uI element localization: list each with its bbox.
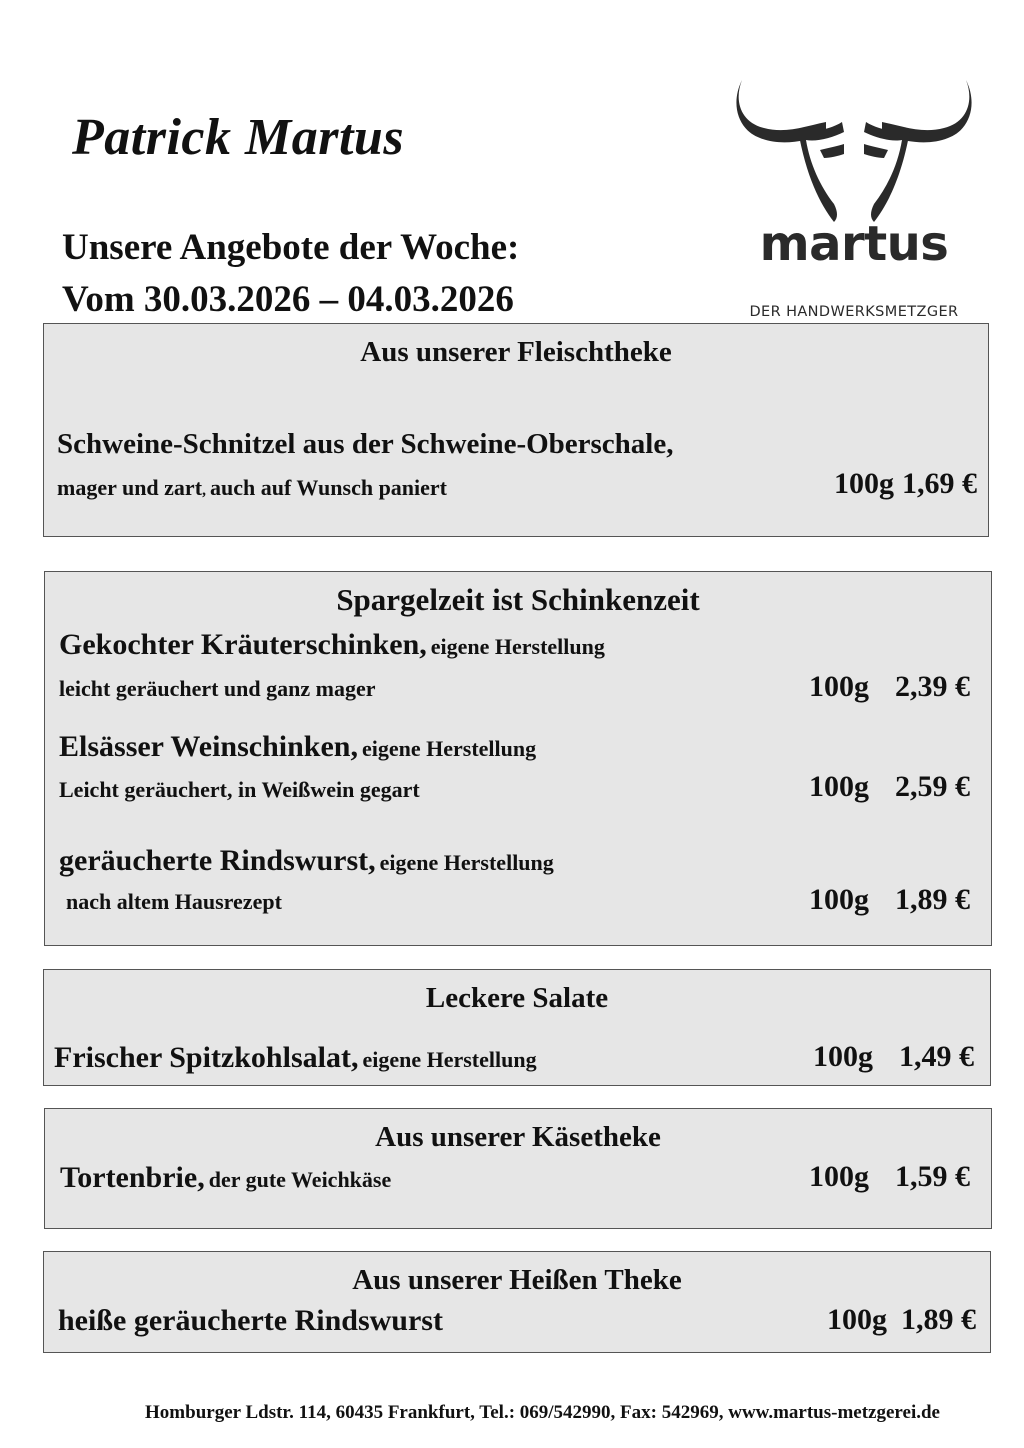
section-salate [43, 969, 991, 1086]
product-line [54, 1041, 537, 1075]
price-amount: 2,39 € [895, 670, 970, 703]
offers-headline: Unsere Angebote der Woche: [62, 227, 520, 268]
section-title: Aus unserer Fleischtheke [360, 336, 672, 368]
product-name: geräucherte Rindswurst, [59, 844, 376, 877]
section-kaesetheke [44, 1108, 992, 1229]
price-unit: 100g [809, 1160, 869, 1193]
product-price [827, 1303, 976, 1337]
product-line [60, 1161, 391, 1195]
product-note: eigene Herstellung [362, 1047, 537, 1072]
owner-name: Patrick Martus [72, 109, 405, 166]
section-schinkenzeit [44, 571, 992, 946]
product-description: Leicht geräuchert, in Weißwein gegart [59, 777, 420, 802]
product-note: eigene Herstellung [379, 850, 554, 875]
price-amount: 1,89 € [895, 883, 970, 916]
product-name: Frischer Spitzkohlsalat, [54, 1041, 359, 1074]
product-name: Gekochter Kräuterschinken, [59, 628, 427, 661]
logo-tagline: DER HANDWERKSMETZGER [749, 304, 959, 320]
price-unit: 100g [809, 670, 869, 703]
product-name: Elsässer Weinschinken, [59, 730, 358, 763]
product-note: der gute Weichkäse [208, 1167, 392, 1192]
product-line [59, 844, 554, 878]
product-name: heiße geräucherte Rindswurst [58, 1304, 443, 1337]
product-description: mager und zart, auch auf Wunsch paniert [57, 475, 448, 500]
section-title: Leckere Salate [425, 982, 609, 1014]
price-amount: 2,59 € [895, 770, 970, 803]
price-unit: 100g [834, 467, 894, 500]
logo-wordmark: martus [759, 216, 949, 272]
product-line [59, 730, 536, 764]
brand-logo [734, 72, 974, 324]
offers-date-range: Vom 30.03.2026 – 04.03.2026 [62, 279, 514, 320]
price-unit: 100g [809, 883, 869, 916]
product-price [809, 770, 970, 804]
price-amount: 1,89 € [901, 1303, 976, 1336]
section-heisse-theke [43, 1251, 991, 1353]
product-name: Schweine-Schnitzel aus der Schweine-Oberschale, [57, 428, 674, 460]
product-description: leicht geräuchert und ganz mager [59, 676, 376, 701]
price-amount: 1,59 € [895, 1160, 970, 1193]
price-unit: 100g [809, 770, 869, 803]
product-name: Tortenbrie, [60, 1161, 205, 1194]
section-fleischtheke [43, 323, 989, 537]
product-price [809, 670, 970, 704]
product-description: nach altem Hausrezept [66, 889, 282, 914]
product-note: eigene Herstellung [430, 634, 605, 659]
section-title: Aus unserer Käsetheke [375, 1121, 661, 1153]
bull-head-icon [734, 72, 974, 222]
product-price [813, 1040, 974, 1074]
product-line [59, 628, 605, 662]
section-title: Spargelzeit ist Schinkenzeit [336, 582, 700, 617]
price-unit: 100g [827, 1303, 887, 1336]
product-price [809, 883, 970, 917]
price-amount: 1,69 € [902, 467, 977, 500]
product-price [809, 1160, 970, 1194]
section-title: Aus unserer Heißen Theke [352, 1264, 682, 1296]
price-amount: 1,49 € [899, 1040, 974, 1073]
price-unit: 100g [813, 1040, 873, 1073]
product-price [834, 467, 977, 501]
product-note: eigene Herstellung [361, 736, 537, 761]
footer-contact: Homburger Ldstr. 114, 60435 Frankfurt, Tel.: 069/542990, Fax: 542969, www.martus-metzgerei.de [145, 1402, 940, 1423]
